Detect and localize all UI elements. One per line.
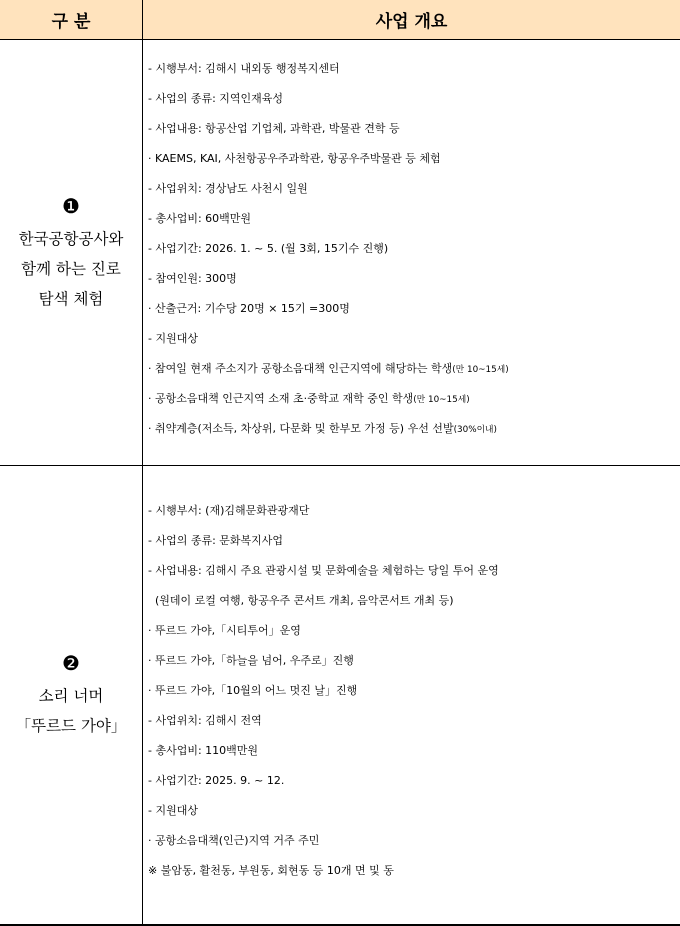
overview-line: - 사업기간: 2026. 1. ~ 5. (월 3회, 15기수 진행)	[148, 242, 389, 255]
overview-line: · 뚜르드 가야,「10월의 어느 멋진 날」진행	[148, 684, 358, 697]
overview-line: - 시행부서: 김해시 내외동 행정복지센터	[148, 62, 340, 75]
header-overview-label: 사업 개요	[375, 12, 448, 32]
overview-text: · 참여일 현재 주소지가 공항소음대책 인근지역에 해당하는 학생	[148, 362, 453, 375]
overview-line: - 사업내용: 김해시 주요 관광시설 및 문화예술을 체험하는 당일 투어 운영	[148, 564, 499, 577]
overview-line: ※ 불암동, 활천동, 부원동, 회현동 등 10개 면 및 동	[148, 864, 394, 877]
row-1-overview	[148, 54, 678, 444]
overview-line: · 산출근거: 기수당 20명 × 15기 =300명	[148, 302, 350, 315]
age-note: (만 10~15세)	[452, 365, 509, 375]
row-1-title-line: 탐색 체험	[38, 289, 104, 308]
overview-line: - 총사업비: 60백만원	[148, 212, 252, 225]
overview-line: - 사업위치: 김해시 전역	[148, 714, 262, 727]
overview-line: · 뚜르드 가야,「시티투어」운영	[148, 624, 301, 637]
row-1-title-line: 함께 하는 진로	[21, 259, 121, 278]
row-2-overview	[148, 496, 678, 886]
overview-line: - 시행부서: (재)김해문화관광재단	[148, 504, 310, 517]
row-2-number-icon: ❷	[62, 651, 80, 675]
row-2-category	[0, 466, 142, 924]
overview-line: - 사업기간: 2025. 9. ~ 12.	[148, 774, 285, 787]
overview-line: · 공항소음대책(인근)지역 거주 주민	[148, 834, 320, 847]
overview-line: - 사업위치: 경상남도 사천시 일원	[148, 182, 308, 195]
overview-line: (원데이 로컬 여행, 항공우주 콘서트 개최, 음악콘서트 개최 등)	[148, 594, 454, 607]
row-1-category	[0, 40, 142, 465]
header-category-label: 구 분	[51, 12, 91, 32]
overview-line	[148, 414, 678, 444]
row-2-title-line: 「뚜르드 가야」	[15, 717, 127, 735]
overview-line: - 사업의 종류: 문화복지사업	[148, 534, 284, 547]
overview-line: - 참여인원: 300명	[148, 272, 237, 285]
header-overview	[143, 0, 680, 39]
row-2-title-line: 소리 너머	[38, 687, 104, 705]
row-1-title-line: 한국공항공사와	[18, 229, 124, 248]
age-note: (만 10~15세)	[413, 395, 470, 405]
overview-line	[148, 354, 678, 384]
overview-text: · 공항소음대책 인근지역 소재 초·중학교 재학 중인 학생	[148, 392, 414, 405]
overview-line: · KAEMS, KAI, 사천항공우주과학관, 항공우주박물관 등 체험	[148, 152, 441, 165]
overview-line: - 사업의 종류: 지역인재육성	[148, 92, 284, 105]
column-divider	[142, 0, 143, 926]
overview-line: - 총사업비: 110백만원	[148, 744, 259, 757]
overview-line: · 뚜르드 가야,「하늘을 넘어, 우주로」진행	[148, 654, 354, 667]
ratio-note: (30%이내)	[453, 425, 497, 435]
overview-line: - 사업내용: 항공산업 기업체, 과학관, 박물관 견학 등	[148, 122, 400, 135]
overview-line: - 지원대상	[148, 332, 198, 345]
overview-text: · 취약계층(저소득, 차상위, 다문화 및 한부모 가정 등) 우선 선발	[148, 422, 454, 435]
row-1-number-icon: ❶	[62, 193, 80, 218]
overview-line: - 지원대상	[148, 804, 198, 817]
header-category	[0, 0, 142, 39]
overview-line	[148, 384, 678, 414]
